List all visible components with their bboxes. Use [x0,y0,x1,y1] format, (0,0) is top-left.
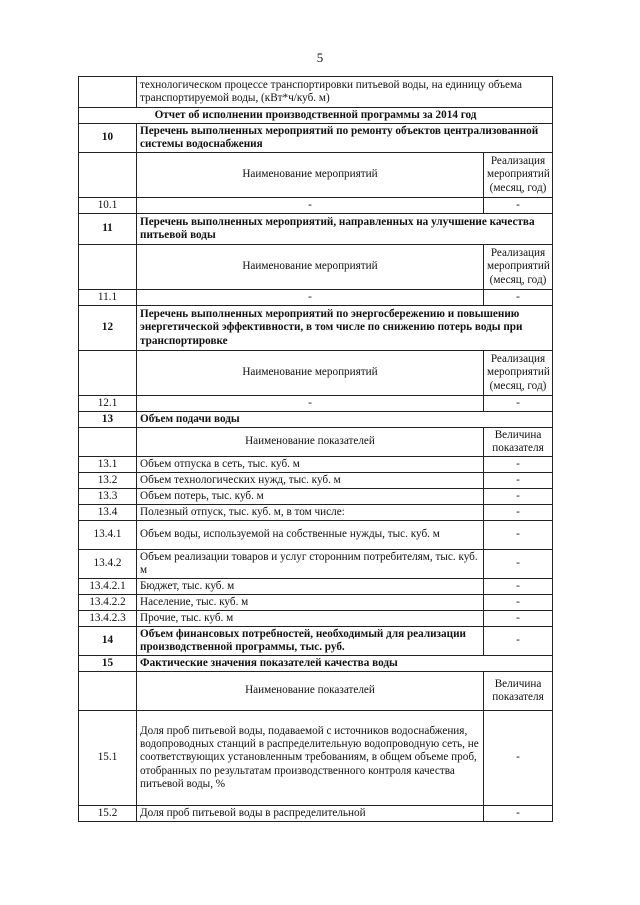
row-value-cell: - [484,595,553,611]
row-name-cell: Доля проб питьевой воды, подаваемой с источников водоснабжения, водопроводных станций в распределительную водопроводную сеть, не соответствующих установленным требованиям, в общем объеме проб, отобранных по результатам производственного контроля качества питьевой воды, % [137,711,484,806]
row-number-cell: 10.1 [79,198,137,214]
row-number-cell: 13.3 [79,489,137,505]
column-header-name: Наименование мероприятий [137,245,484,290]
table-row [79,198,553,214]
column-header-name: Наименование мероприятий [137,351,484,396]
table-row [79,806,553,822]
column-header-name: Наименование показателей [137,428,484,457]
section-header-row [79,627,553,656]
row-value-cell: - [484,550,553,579]
row-name-cell: Объем воды, используемой на собственные нужды, тыс. куб. м [137,521,484,550]
report-title-row [79,108,553,124]
row-text-cell: технологическом процессе транспортировки питьевой воды, на единицу объема транспортируемой воды, (кВт*ч/куб. м) [137,77,553,108]
column-header-row [79,351,553,396]
table-row [79,457,553,473]
section-number: 14 [79,627,137,656]
table-row [79,521,553,550]
row-name-cell: Объем реализации товаров и услуг сторонним потребителям, тыс. куб. м [137,550,484,579]
row-number-cell: 11.1 [79,290,137,306]
row-value-cell: - [484,505,553,521]
empty-cell [79,428,137,457]
row-number-cell: 13.4.2.1 [79,579,137,595]
column-header-name: Наименование показателей [137,672,484,711]
section-title: Перечень выполненных мероприятий, направленных на улучшение качества питьевой воды [137,214,553,245]
row-name-cell: Объем отпуска в сеть, тыс. куб. м [137,457,484,473]
table-row [79,505,553,521]
row-number-cell: 15.1 [79,711,137,806]
column-header-row [79,672,553,711]
table-row [79,611,553,627]
row-number-cell: 13.2 [79,473,137,489]
page-number: 5 [316,50,324,65]
column-header-name: Наименование мероприятий [137,153,484,198]
table-row [79,396,553,412]
row-name-cell: Бюджет, тыс. куб. м [137,579,484,595]
section-header-row [79,124,553,153]
section-number: 13 [79,412,137,428]
column-header-row [79,428,553,457]
report-table [78,76,553,822]
section-header-row [79,306,553,351]
table-row [79,473,553,489]
row-number-cell: 13.1 [79,457,137,473]
column-header-row [79,245,553,290]
empty-cell [79,245,137,290]
table-row [79,579,553,595]
row-value-cell: - [484,489,553,505]
row-value-cell: - [484,627,553,656]
column-header-impl: Реализация мероприятий (месяц, год) [484,351,553,396]
table-row [79,711,553,806]
row-number-cell [79,77,137,108]
section-number: 11 [79,214,137,245]
section-header-row [79,656,553,672]
section-number: 10 [79,124,137,153]
section-number: 12 [79,306,137,351]
row-value-cell: - [484,457,553,473]
row-number-cell: 13.4.1 [79,521,137,550]
section-header-row [79,412,553,428]
table-row [79,290,553,306]
row-name-cell: Прочие, тыс. куб. м [137,611,484,627]
row-number-cell: 13.4.2.2 [79,595,137,611]
row-value-cell: - [484,396,553,412]
row-value-cell: - [484,611,553,627]
row-name-cell: Население, тыс. куб. м [137,595,484,611]
empty-cell [79,351,137,396]
section-title: Объем финансовых потребностей, необходимый для реализации производственной программы, тыс. руб. [137,627,484,656]
row-name-cell: - [137,198,484,214]
row-value-cell: - [484,806,553,822]
table-row [79,77,553,108]
row-value-cell: - [484,579,553,595]
row-value-cell: - [484,290,553,306]
column-header-impl: Реализация мероприятий (месяц, год) [484,245,553,290]
row-name-cell: - [137,290,484,306]
row-number-cell: 13.4 [79,505,137,521]
section-title: Объем подачи воды [137,412,553,428]
row-value-cell: - [484,711,553,806]
row-value-cell: - [484,473,553,489]
row-name-cell: Объем потерь, тыс. куб. м [137,489,484,505]
row-value-cell: - [484,198,553,214]
section-title: Перечень выполненных мероприятий по ремонту объектов централизованной системы водоснабжения [137,124,553,153]
row-value-cell: - [484,521,553,550]
report-title: Отчет об исполнении производственной программы за 2014 год [79,108,553,124]
row-number-cell: 13.4.2.3 [79,611,137,627]
row-number-cell: 12.1 [79,396,137,412]
column-header-impl: Реализация мероприятий (месяц, год) [484,153,553,198]
row-name-cell: - [137,396,484,412]
row-name-cell: Доля проб питьевой воды в распределительной [137,806,484,822]
table-row [79,595,553,611]
section-title: Перечень выполненных мероприятий по энергосбережению и повышению энергетической эффективности, в том числе по снижению потерь воды при транспортировке [137,306,553,351]
empty-cell [79,153,137,198]
column-header-value: Величина показателя [484,428,553,457]
table-row [79,550,553,579]
row-number-cell: 15.2 [79,806,137,822]
table-row [79,489,553,505]
section-header-row [79,214,553,245]
row-name-cell: Полезный отпуск, тыс. куб. м, в том числе: [137,505,484,521]
row-number-cell: 13.4.2 [79,550,137,579]
section-title: Фактические значения показателей качества воды [137,656,553,672]
column-header-row [79,153,553,198]
column-header-value: Величина показателя [484,672,553,711]
section-number: 15 [79,656,137,672]
row-name-cell: Объем технологических нужд, тыс. куб. м [137,473,484,489]
empty-cell [79,672,137,711]
